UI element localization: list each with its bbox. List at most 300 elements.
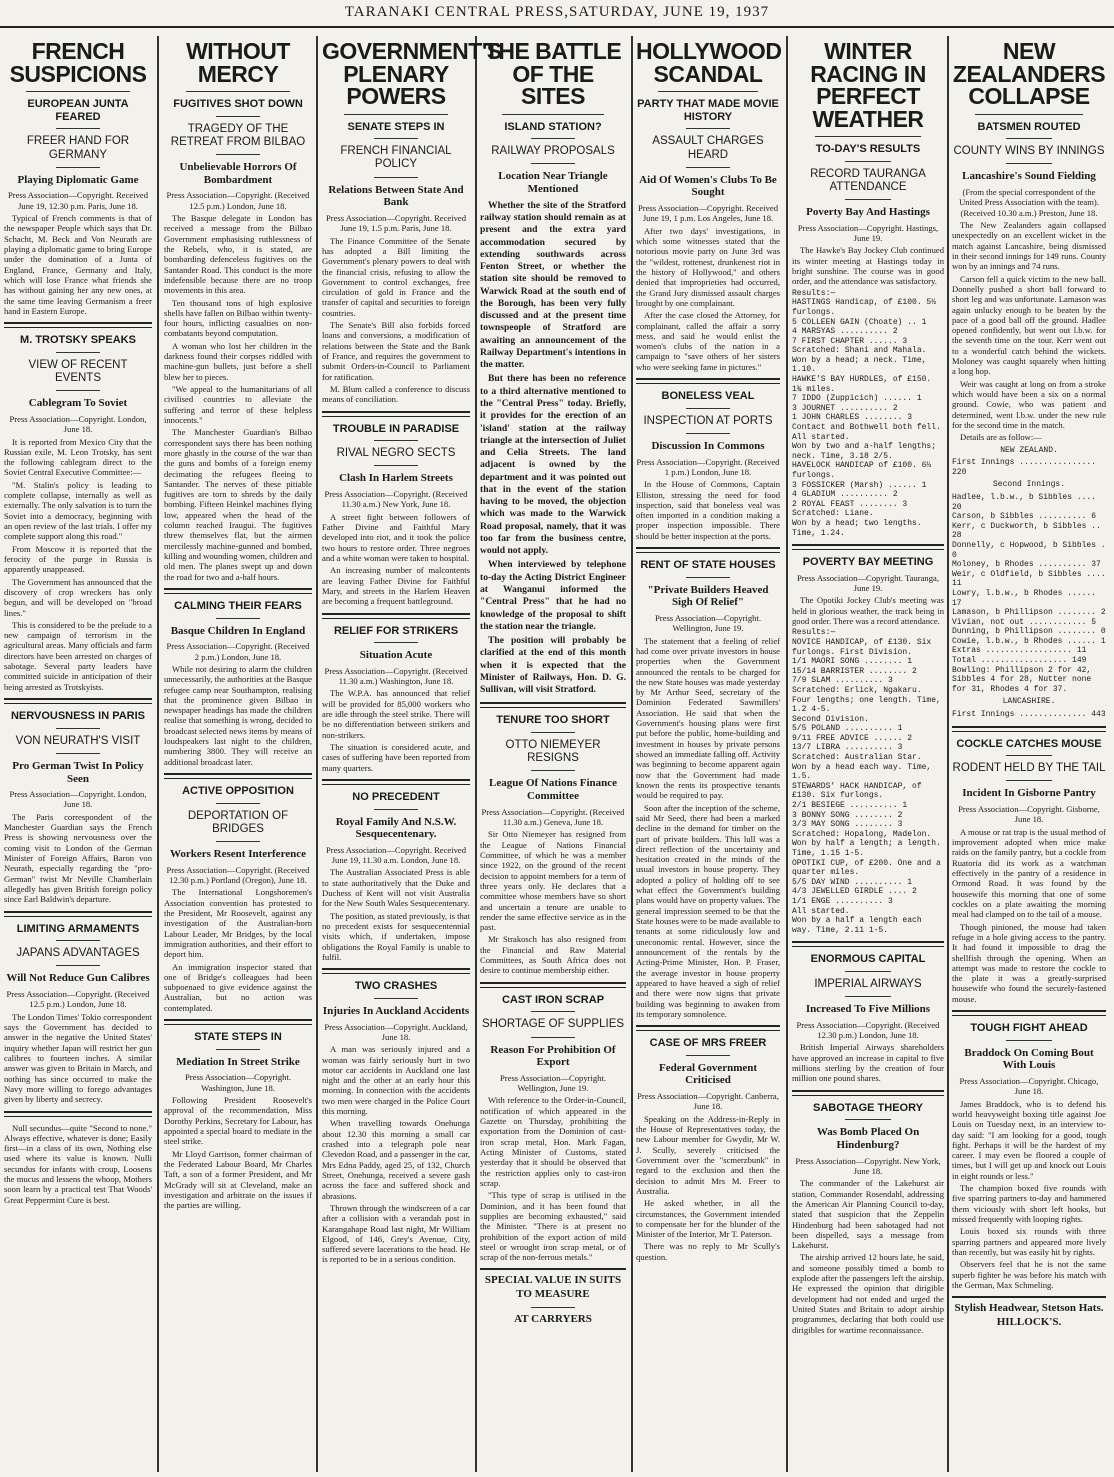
result-line: HAVELOCK HANDICAP of £100. 6½ furlongs. (792, 461, 932, 480)
divider (56, 940, 100, 941)
subhead: Cablegram To Soviet (28, 397, 128, 410)
column-rule (947, 36, 949, 1472)
article-paragraph: This is considered to be the prelude to a new campaign of terrorism in the agricultural areas. Many officials and farm directors have been arrested on charges of sabotage. Several party leaders have committed suicide in anticipation of their being arrested as Trotskyists. (4, 619, 152, 692)
divider (374, 809, 418, 810)
credit-line: Press Association—Copyright. (Received 2 p.m.) London, June 18. (166, 641, 310, 662)
result-line: HASTINGS Handicap, of £100. 5½ furlongs. (792, 298, 937, 317)
score-line: First Innings ................ 220 (952, 458, 1097, 477)
deck: FRENCH FINANCIAL POLICY (340, 145, 452, 171)
subhead: Workers Resent Interference (169, 848, 307, 861)
article-paragraph: The Manchester Guardian's Bilbao correspondent says there has been nothing more ghastly in the course of the war than the guns and bombs of a foreign enemy decimating the refugees fleeing to Santander. The nerves of these pitiable fugitives are torn to shreds by the daily bombing. Fifteen Heinkel machines flying low, appeared when the head of the column reached Iraugui. The fugitives threw themselves flat, but the airmen mercilessly machine-gunned and bombed, killing and wounding women, children and old men. The planes swept up and down the road for two and a-half hours. (164, 427, 312, 582)
article-paragraph: The Paris correspondent of the Manchester Guardian says the French Press is showing nervousness over the coming visit to London of the German Minister of Foreign Affairs, Baron von Neurath, especially regarding the "pro-German" twist Mr Neville Chamberlain allegedly has given British foreign policy since Earl Baldwin's departure. (4, 811, 152, 905)
article-paragraph: British Imperial Airways shareholders have approved an increase in capital to five millions sterling by the creation of four million one pound shares. (792, 1042, 944, 1084)
article-paragraph: The W.P.A. has announced that relief will be provided for 85,000 workers who are idle through the steel strike. There will be no differentiation between strikers and non-strikers. (322, 688, 470, 740)
article-paragraph: In the House of Commons, Captain Elliston, stressing the need for food inspection, said that boneless veal was often imported in a condition making a proper inspection impossible. There should be better inspection at the ports. (636, 479, 780, 541)
result-line: Scratched: Shani and Mahala. (792, 346, 927, 356)
scorecard-heading: Second Innings. (992, 480, 1065, 490)
divider (531, 1011, 575, 1012)
deck: COUNTY WINS BY INNINGS (953, 145, 1105, 158)
divider (975, 114, 1083, 115)
divider (531, 1307, 575, 1308)
credit-line: Press Association—Copyright. (Received 12.30 p.m.) Portland (Oregon), June 18. (166, 864, 310, 886)
result-line: 5 COLLEEN GAIN (Choate) .. 1 (792, 317, 927, 327)
article-paragraph: A man was seriously injured and a woman was fairly seriously hurt in two motor car accidents in Auckland one last night and the other at an early hour this morning. In connection with the accidents two men were charged in the Police Court this morning. (322, 1044, 470, 1117)
score-line: Total .................. 149 (952, 656, 1087, 666)
headline: STATE STEPS IN (194, 1031, 282, 1044)
article-paragraph: Carson fell a quick victim to the new ball. Donnelly pushed a short ball forward to short leg and was unfortunate. Lamason was again unlucky enough to be beaten by the pace of a good ball off the ground. Hadlee opened confidently, but went out l.b.w. for the seventh time on the tour. Kerr went out to a wonderful catch behind the wickets. Moloney was caught squarely when hitting a long hop. (952, 273, 1106, 377)
score-line: Hadlee, l.b.w., b Sibbles .... 20 (952, 492, 1097, 512)
article-paragraph: Though pinioned, the mouse had taken refuge in a hole giving access to the pantry. It had found it impossible to drag the shellfish through the opening. When an attempt was made to restore the cockle to the plate it was a greatly-surprised housewife who found the securely-fastened mouse. (952, 921, 1106, 1004)
article-paragraph: Sir Otto Niemeyer has resigned from the League of Nations Financial Committee, of which he was a member since 1922, on the ground of the recent decision to appoint members for a term of three years only. He declares that a committee whose members have so short and uncertain a tenure are unable to render the same effective service as in the past. (480, 829, 626, 933)
headline: TENURE TOO SHORT (496, 714, 610, 727)
deck: VON NEURATH'S VISIT (15, 734, 141, 747)
divider (1006, 780, 1052, 781)
credit-line: Press Association—Copyright. Gisborne, June 18. (958, 804, 1100, 825)
article-paragraph: Typical of French comments is that of the newspaper Peuple which says that Dr. Schacht, M. Beck and Von Neurath are playing a diplomatic game to bring Europe under the domination of a Junta of England, France, Germany and Italy, which will lose France what friends she has without gaining her any new ones, at the same time leaving Germanism a freer hand in Eastern Europe. (4, 213, 152, 316)
divider (686, 433, 729, 434)
divider (26, 91, 130, 92)
divider (531, 138, 575, 139)
masthead-text: TARANAKI CENTRAL PRESS,SATURDAY, JUNE 19, 1937 (344, 4, 770, 20)
divider (480, 982, 626, 988)
divider (792, 544, 944, 550)
credit-line: Press Association—Copyright. Chicago, June 18. (959, 1075, 1099, 1097)
result-line: Scratched: Australian Star. (792, 753, 922, 763)
headline: CASE OF MRS FREER (649, 1037, 767, 1050)
divider (322, 968, 470, 974)
headline: NERVOUSNESS IN PARIS (10, 710, 146, 723)
result-line: Scratched: Hopalong, Madelon. (792, 829, 932, 839)
credit-line: Press Association—Copyright. London, June 18. (9, 413, 147, 435)
score-line: Bowling: Phillipson 2 for 42, Sibbles 4 for 28, Nutter none for 31, Rhodes 4 for 37. (952, 665, 1092, 694)
credit-line: Press Association—Copyright. Received June 19, 12.30 p.m. Paris, June 18. (7, 190, 149, 211)
subhead: Royal Family And N.S.W. Sesquecentenary. (335, 815, 457, 841)
divider (636, 547, 780, 553)
divider (4, 911, 152, 917)
column-5 (636, 36, 780, 1472)
divider (531, 732, 575, 733)
divider (216, 1049, 260, 1050)
headline: GOVERNMENT'S PLENARY POWERS (322, 38, 502, 110)
article-paragraph: Weir was caught at long on from a stroke which would have been a six on a normal ground. Cowie, who was patient and determined, went l.b.w. under the new rule for the second time in the match. (952, 378, 1106, 430)
result-line: 3 BONNY SONG ........ 2 (792, 810, 903, 820)
headline: CAST IRON SCRAP (501, 993, 605, 1006)
result-line: 2/1 BESIEGE .......... 1 (792, 801, 908, 811)
subhead: Basque Children In England (170, 624, 306, 637)
advertisement-verse: Null secundus—quite "Second to none." Always effective, whatever is done; Easily first—in a class of its own, Nothing else used where its value is known. Nulli secundus for infants with croup, Loosens the mucus and lessens the whoop, Mothers soon learn by a practical test That Woods' Great Peppermint Cure is best. (4, 1122, 152, 1205)
score-line: Cowie, l.b.w., b Rhodes ...... 1 (952, 636, 1106, 646)
divider (531, 770, 575, 771)
headline: TOUGH FIGHT AHEAD (970, 1022, 1088, 1035)
credit-line: Press Association—Copyright. Received June 19, 1.5 p.m. Paris, June 18. (325, 212, 467, 234)
divider (4, 698, 152, 704)
divider (56, 965, 100, 966)
race-results (792, 289, 944, 538)
score-line: Kerr, c Duckworth, b Sibbles .. 28 (952, 521, 1101, 541)
ad-line: Stylish Headwear, Stetson Hats. (954, 1302, 1104, 1315)
divider (216, 618, 260, 619)
credit-line: Press Association—Copyright. (Received 11.30 a.m.) Washington, June 18. (324, 665, 468, 687)
article-paragraph: He asked whether, in all the circumstances, the Government intended to compensate her for the blunder of the Minister of the Interior, Mr T. Paterson. (636, 1198, 780, 1240)
headline: RELIEF FOR STRIKERS (333, 624, 459, 637)
subhead: "Private Builders Heaved Sigh Of Relief" (647, 583, 769, 609)
divider (56, 167, 100, 168)
score-line: Lowry, l.b.w., b Rhodes ...... 17 (952, 588, 1097, 608)
subhead: Incident In Gisborne Pantry (962, 787, 1096, 800)
subhead: Unbelievable Horrors Of Bombardment (179, 161, 297, 186)
subhead: Increased To Five Millions (805, 1003, 931, 1016)
article-paragraph: The situation is considered acute, and cases of suffering have been reported from many quarters. (322, 741, 470, 773)
headline: TROUBLE IN PARADISE (332, 422, 460, 435)
credit-line: Press Association—Copyright. Received June 19, 1 p.m. Los Angeles, June 18. (637, 203, 779, 224)
masthead (0, 4, 1114, 28)
divider (502, 114, 604, 115)
headline: HOLLYWOOD SCANDAL (636, 38, 782, 87)
article-paragraph: An increasing number of malcontents are leaving Father Divine for Faithful Mary, and streets in the Harlem Heaven are becoming a frequent battleground. (322, 565, 470, 607)
deck: TRAGEDY OF THE RETREAT FROM BILBAO (170, 122, 306, 148)
deck: DEPORTATION OF BRIDGES (187, 809, 289, 835)
divider (322, 779, 470, 785)
deck: FUGITIVES SHOT DOWN (173, 98, 303, 111)
article-paragraph: Following President Roosevelt's approval of the recommendation, Miss Dorothy Perkins, Secretary for Labour, has appointed a special board to mediate in the steel strike. (164, 1095, 312, 1147)
article-paragraph: The position, as stated previously, is that no precedent exists for sesquecentennial visits which, if undertaken, impose obligations the Royal Family is unable to fulfil. (322, 910, 470, 962)
column-rule (475, 36, 477, 1472)
result-line: Contact and Bothwell both fell. All started. (792, 423, 941, 442)
article-paragraph: Ten thousand tons of high explosive shells have fallen on Bilbao within twenty-four hours, inflicting casualties on non-combatants beyond computation. (164, 297, 312, 339)
article-paragraph: A mouse or rat trap is the usual method of improvement adopted when mice make raids on the family pantry, but a cockle from Ruatoria did its work as a watchman effectively in the pantry of a residence in Ormond Road. It was found by the housewife this morning that one of some cockles on a plate awaiting the morning meal had clamped on to the tail of a mouse. (952, 826, 1106, 920)
article-paragraph: Observers feel that he is not the same superb fighter he was before his match with the German, Max Schmeling. (952, 1259, 1106, 1290)
ad-line: SPECIAL VALUE IN SUITS TO MEASURE (484, 1274, 622, 1301)
subhead: Lancashire's Sound Fielding (962, 170, 1096, 183)
deck: BATSMEN ROUTED (977, 120, 1081, 133)
divider (374, 440, 418, 441)
article-paragraph: With reference to the Order-in-Council, notification of which appeared in the Gazette on Thursday, prohibiting the exportation from the Dominion of cast-iron scrap metal, Hon. Mark Fagan, Acting Minister of Customs, stated yesterday that it should be observed that the restriction applies only to cast-iron scrap. (480, 1095, 626, 1188)
article-paragraph: But there has been no reference to a third alternative mentioned to the "Central Press" today. Briefly, it provides for the erection of an 'island' station at the railway triangle at the intersection of Juliet and Celia Streets. The land adjacent is owned by the department and it was pointed out that in the event of the station having to be moved, the objection which was made to the Warwick Road proposal, namely, that it was too far from the business centre, would not apply. (480, 373, 626, 557)
subhead: Clash In Harlem Streets (339, 472, 453, 485)
subhead: Location Near Triangle Mentioned (498, 170, 608, 196)
divider (216, 154, 260, 155)
headline: BONELESS VEAL (661, 390, 755, 403)
article-paragraph: There was no reply to Mr Scully's question. (636, 1241, 780, 1262)
article-paragraph: Soon after the inception of the scheme, said Mr Seed, there had been a marked decline in the demand for timber on the part of private builders. This lull was a direct reflection of the uncertainty and hesitation created in the minds of the usual investors in house property. They adopted a policy of holding off to see what effect the Government's building plans would have on property values. The general impression seemed to be that the State houses were to be made available to tenants at some ridiculously low and uneconomic rental. However, since the announcement of the rentals by the Acting-Prime Minister, Hon. P. Fraser, the average investor in house property appeared to have heaved a sigh of relief and there were now signs that private building was beginning to awaken from its temporary somnolence. (636, 802, 780, 1019)
headline: WINTER RACING IN PERFECT WEATHER (810, 38, 926, 132)
column-6 (792, 36, 944, 1472)
article-paragraph: "We appeal to the humanitarians of all civilised countries to alleviate the suffering and terror of these helpless innocents." (164, 384, 312, 425)
deck: ASSAULT CHARGES HEARD (652, 135, 764, 161)
headline: M. TROTSKY SPEAKS (20, 334, 136, 347)
article-paragraph: M. Blum called a conference to discuss means of conciliation. (322, 383, 470, 405)
article-paragraph: After two days' investigations, in which some witnesses stated that the notorious movie party on June 3rd was the "wildest, rottenest, drunkenest riot in the history of Hollywood," and others denied that improprieties had occurred, the Grand Jury dismissed assault charges brought by one complainant. (636, 225, 780, 308)
subhead: Playing Diplomatic Game (17, 173, 139, 186)
divider (845, 971, 891, 972)
headline: ACTIVE OPPOSITION (182, 785, 294, 798)
credit-line: Press Association—Copyright. Wellington, June 19. (500, 1072, 606, 1094)
result-line: Four lengths; one length. Time, 1.2 4-5. (792, 695, 941, 715)
article-paragraph: Details are as follow:— (960, 432, 1042, 443)
credit-line: Press Association—Copyright. (Received 12.5 p.m.) London, June 18. (6, 989, 150, 1010)
divider (686, 128, 729, 129)
article-paragraph: The Basque delegate in London has received a message from the Bilbao Government emphasising ruthlessness of the Rebels, who, it is stated, are bombarding defenceless fugitives on the Santander Road. This conduct is the more indefensible because there are no troop movements in this area. (164, 213, 312, 296)
divider (164, 588, 312, 594)
deck: EUROPEAN JUNTA FEARED (27, 98, 129, 123)
article-paragraph: Louis boxed six rounds with three sparring partners and appeared more lively than recently, but was easily hit by rights. (952, 1226, 1106, 1257)
divider (56, 753, 100, 754)
divider (792, 1090, 944, 1096)
divider (845, 996, 891, 997)
result-line: 3 FOSSICKER (Marsh) ...... 1 (792, 480, 927, 490)
column-7 (952, 36, 1106, 1472)
divider (1006, 1040, 1052, 1041)
race-results (792, 628, 944, 935)
credit-line: Press Association—Copyright. Hastings, June 19. (797, 222, 939, 244)
article-paragraph: The statement that a feeling of relief had come over private investors in house properties when the Government announced the rentals to be charged for the new State houses was made yesterday by Mr Arthur Seed, secretary of the Dominion Federated Sawmillers' Association. He said that when the Government's housing plans were first put before the public, home-building and investment in houses by private persons showed an immediate falling off. Activity was beginning to become apparent again now that the Government had made known the rents its prospective tenants would be required to pay. (636, 635, 780, 801)
divider (216, 841, 260, 842)
divider (815, 136, 921, 137)
credit-line: (From the special correspondent of the United Press Association with the team). (Received 10.30 a.m.) Preston, June 18. (959, 187, 1099, 218)
result-line: Won by a half a length each way. Time, 2.11 1-5. (792, 916, 922, 935)
result-line: 7 IDDO (Zuppicich) ...... 1 (792, 394, 922, 404)
headline: RENT OF STATE HOUSES (640, 559, 776, 572)
article-paragraph: When interviewed by telephone to-day the Acting District Engineer at Wanganui informed the "Central Press" that he had no knowledge of the proposal to shift the station near the triangle. (480, 559, 626, 632)
column-rule (786, 36, 788, 1472)
article-paragraph: From Moscow it is reported that the ferocity of the purge in Russia is apparently unappeased. (4, 543, 152, 575)
headline: COCKLE CATCHES MOUSE (956, 737, 1102, 750)
credit-line: Press Association—Copyright. Canberra, June 18. (637, 1091, 779, 1112)
subhead: Injuries In Auckland Accidents (322, 1004, 470, 1017)
deck: RIVAL NEGRO SECTS (336, 447, 456, 460)
subhead: Federal Government Criticised (658, 1061, 758, 1087)
divider (686, 577, 729, 578)
divider (686, 408, 729, 409)
divider (952, 1010, 1106, 1016)
subhead: Mediation In Street Strike (176, 1055, 300, 1068)
article-paragraph: The airship arrived 12 hours late, he said, and someone possibly timed a bomb to explode after the passengers left the airship. He expressed the opinion that dirigible development had not ended and urged the United States and Britain to adopt airship programmes, declaring that both could use dirigibles for wartime reconnaissance. (792, 1252, 944, 1335)
result-line: 5/5 POLAND .......... 1 (792, 724, 903, 734)
column-2 (164, 36, 312, 1472)
score-line: Extras .................. 11 (952, 646, 1087, 656)
column-1 (4, 36, 152, 1472)
article-paragraph: Thrown through the windscreen of a car after a collision with a verandah post in Karangahape Road last night, Mr William Elgood, of 146, Grey's Avenue, City, suffered severe lacerations to the head. He is reported to be in a serious condition. (322, 1202, 470, 1265)
result-line: Scratched: Liane. (792, 509, 874, 519)
ad-line: HILLOCK'S. (996, 1315, 1062, 1328)
headline: WITHOUT MERCY (186, 38, 290, 87)
subhead: Relations Between State And Bank (328, 183, 464, 209)
divider (216, 116, 260, 117)
result-line: 13/7 LIBRA .......... 3 (792, 743, 903, 753)
divider (374, 177, 418, 178)
divider (4, 322, 152, 328)
credit-line: Press Association—Copyright. Auckland, June 18. (324, 1021, 468, 1042)
article-paragraph: It is reported from Mexico City that the Russian exile, M. Leon Trotsky, has sent the following cablegram direct to the Soviet Central Executive Committee:— (4, 436, 152, 478)
result-line: 7/9 SLAM .......... 3 (792, 676, 893, 686)
article-paragraph: An immigration inspector stated that one of Bridge's colleagues had been subpoenaed to give evidence against the Australian, but no action was contemplated. (164, 961, 312, 1013)
divider (56, 390, 100, 391)
divider (4, 1111, 152, 1117)
result-line: 5/5 DAY WIND .......... 1 (792, 877, 913, 887)
deck: RODENT HELD BY THE TAIL (952, 762, 1106, 775)
divider (164, 1019, 312, 1025)
result-line: NOVICE HANDICAP, of £130. Six furlongs. First Division. (792, 637, 932, 657)
column-rule (316, 36, 318, 1472)
divider (56, 728, 100, 729)
result-line: Won by half a length; a length. Time, 1.15 1-5. (792, 839, 941, 859)
divider (952, 726, 1106, 732)
divider (216, 803, 260, 804)
result-line: OPOTIKI CUP, of £200. One and a quarter miles. (792, 858, 941, 878)
divider (56, 352, 100, 353)
column-4 (480, 36, 626, 1472)
score-line: Vivian, not out ............ 5 (952, 617, 1097, 627)
divider (186, 91, 290, 92)
subhead: Reason For Prohibition Of Export (490, 1043, 616, 1069)
subhead: Situation Acute (359, 649, 433, 662)
score-line: Lamason, b Phillipson ........ 2 (952, 608, 1106, 618)
divider (531, 1037, 575, 1038)
result-line: Won by a head each way. Time, 1.5. (792, 762, 932, 782)
article-paragraph: Mr Lloyd Garrison, former chairman of the Federated Labour Board, Mr Charles Taft, a son of a former President, and Mr McGrady will sit at Cleveland, make an investigation and arbitrate on the issues if the parties are willing. (164, 1148, 312, 1211)
advertisement (480, 1268, 626, 1326)
deck: INSPECTION AT PORTS (643, 414, 773, 427)
headline: POVERTY BAY MEETING (802, 556, 934, 569)
headline: ENORMOUS CAPITAL (810, 953, 926, 966)
deck: IMPERIAL AIRWAYS (814, 978, 922, 990)
credit-line: Press Association—Copyright. Wellington, June 19. (655, 612, 761, 634)
score-line: Carson, b Sibbles .......... 6 (952, 512, 1097, 522)
headline: FRENCH SUSPICIONS (9, 38, 147, 87)
article-paragraph: The London Times' Tokio correspondent says the Government has decided to answer in the negative the United States' inquiry whether Japan will restrict her gun calibres to fourteen inches. A similar answer was given to Britain in March, and nothing has since occurred to make the Navy more willing to forego advantages given by liberty and secrecy. (4, 1011, 152, 1105)
article-paragraph: The Hawke's Bay Jockey Club continued its winter meeting at Hastings today in bright sunshine. The course was in good order, and the attendance was satisfactory. (792, 245, 944, 287)
divider (636, 378, 780, 384)
subhead: Aid Of Women's Clubs To Be Sought (639, 173, 777, 199)
headline: CALMING THEIR FEARS (174, 599, 302, 612)
score-line: Dunning, b Phillipson ........ 0 (952, 627, 1106, 637)
subhead: Discussion In Commons (651, 439, 765, 452)
deck: VIEW OF RECENT EVENTS (28, 358, 128, 385)
divider (792, 941, 944, 947)
credit-line: Press Association—Copyright. London, June 18. (9, 789, 147, 810)
divider (1006, 163, 1052, 164)
result-line: 3/3 MAY SONG ........ 3 (792, 820, 903, 830)
divider (374, 138, 418, 139)
article-paragraph: Speaking on the Address-in-Reply in the House of Representatives today, the new Labour member for Gwydir, Mr W. J. Scully, severely criticised the Government over the "scmerzbunk" in regard to the exclusion and then the decision to admit Mrs M. Freer to Australia. (636, 1113, 780, 1196)
divider (164, 773, 312, 779)
score-line: Weir, c Oldfield, b Sibbles .... 11 (952, 569, 1106, 589)
subhead: Was Bomb Placed On Hindenburg? (816, 1126, 920, 1152)
divider (344, 114, 448, 115)
article-paragraph: "This type of scrap is utilised in the Dominion, and it has been found that supplies are becoming exhausted," said the Minister. "There is at present no prohibition of the export action of mild steel or wrought iron scrap metal, or of scrap of the non-ferrous metals." (480, 1190, 626, 1263)
credit-line: Press Association—Copyright. (Received 12.30 p.m.) London, June 18. (796, 1019, 940, 1041)
article-paragraph: After the case closed the Attorney, for complainant, called the affair a sorry mess, and said he would enlist the women's clubs of the nation in a campaign to "save others of her sisters who were seeking fame in pictures." (636, 310, 780, 372)
result-line: Second Division. (792, 714, 869, 724)
divider (374, 465, 418, 466)
result-line: 4/3 JEWELLED GIRDLE .... 2 (792, 887, 917, 897)
deck: TO-DAY'S RESULTS (815, 143, 921, 156)
article-paragraph: The Senate's Bill also forbids forced loans and conversions, a modification of relations between the State and the Bank of France, and requires the government to submit Orders-in-Council to Parliament for ratification. (322, 320, 470, 382)
deck: RECORD TAURANGA ATTENDANCE (810, 167, 926, 193)
deck: SENATE STEPS IN (347, 120, 445, 133)
subhead: Will Not Reduce Gun Calibres (6, 972, 150, 985)
result-line: 1/1 MAORI SONG ........ 1 (792, 657, 913, 667)
result-line: 1/1 ENGE .......... 3 (792, 896, 893, 906)
result-line: Results:— (792, 288, 836, 298)
credit-line: Press Association—Copyright. (Received 11.30 a.m.) New York, June 18. (324, 489, 468, 510)
credit-line: Press Association—Copyright. Tauranga, June 19. (797, 572, 939, 594)
divider (531, 163, 575, 164)
credit-line: Press Association—Copyright. New York, June 18. (795, 1155, 941, 1176)
divider (658, 91, 759, 92)
article-paragraph: "M. Stalin's policy is leading to complete collapse, internally as well as externally. The only salvation is to turn the Soviet into a democracy, beginning with an open review of the last trials. I offer my complete support along this road." (4, 479, 152, 542)
result-line: Won by two and a-half lengths; neck. Time, 3.18 2/5. (792, 442, 937, 461)
article-paragraph: The Opotiki Jockey Club's meeting was held in glorious weather, the track being in good order. There was a record attendance. (792, 595, 944, 627)
article-paragraph: The International Longshoremen's Association convention has protested to the President, Mr Roosevelt, against any investigation of the Australian-born Labour Leader, Mr Bridges, by the local immigration authorities, and their effort to deport him. (164, 887, 312, 960)
divider (322, 411, 470, 417)
result-line: HAWKE'S BAY HURDLES, of £150. 1¾ miles. (792, 375, 932, 394)
headline: NEW ZEALANDERS COLLAPSE (952, 38, 1106, 110)
deck: OTTO NIEMEYER RESIGNS (505, 739, 601, 765)
deck: FREER HAND FOR GERMANY (26, 135, 130, 161)
deck: ISLAND STATION? (504, 120, 602, 133)
divider (845, 199, 891, 200)
score-line: Moloney, b Rhodes .......... 37 (952, 560, 1101, 570)
result-line: 4 MARSYAS .......... 2 (792, 327, 898, 337)
article-paragraph: A street fight between followers of Father Divine and Faithful Mary developed into riot, and it took the police two hours to restore order. Three negroes and a white woman were taken to hospital. (322, 511, 470, 563)
subhead: Pro German Twist In Policy Seen (12, 759, 144, 785)
column-rule (157, 36, 159, 1472)
divider (1006, 138, 1052, 139)
article-paragraph: When travelling towards Onehunga about 12.30 this morning a small car crashed into a telegraph pole near Clevedon Road, and a passenger in the car, Mrs Edna Paddy, aged 25, of 132, Church Street, Onehunga, received a severe gash across the face and suffered shock and abrasions. (322, 1118, 470, 1201)
credit-line: Press Association—Copyright. (Received 1 p.m.) London, June 18. (636, 456, 780, 477)
headline: LIMITING ARMAMENTS (16, 922, 140, 935)
divider (1006, 755, 1052, 756)
column-rule (631, 36, 633, 1472)
article-paragraph: The Finance Committee of the Senate has adopted a Bill limiting the Government's plenary powers to deal with the financial crisis, refusing to allow the Government to control exchanges, free circulation of gold in France and the transfer of capital and securities to foreign countries. (322, 235, 470, 318)
divider (845, 161, 891, 162)
article-paragraph: The New Zealanders again collapsed unexpectedly on an excellent wicket in the match against Lancashire, being dismissed in their second innings for 149 runs. County won by an innings and 74 runs. (952, 220, 1106, 272)
headline: THE BATTLE OF THE SITES (484, 38, 622, 110)
article-paragraph: The Australian Associated Press is able to state authoritatively that the Duke and Duchess of Kent will not visit Australia for the New South Wales Sesquecentenary. (322, 867, 470, 909)
result-line: 2 ROYAL FEAST ........ 3 (792, 499, 908, 509)
divider (686, 1055, 729, 1056)
scorecard-heading: LANCASHIRE. (1002, 697, 1056, 707)
credit-line: Press Association—Copyright. (Received 11.30 a.m.) Geneva, June 18. (481, 806, 625, 828)
scorecard-heading: NEW ZEALAND. (1000, 445, 1058, 455)
divider (56, 128, 100, 129)
subhead: Poverty Bay And Hastings (806, 206, 930, 219)
result-line: Scratched: Erlick, Ngakaru. (792, 685, 922, 695)
deck: RAILWAY PROPOSALS (491, 145, 615, 158)
result-line: 1 JOHN CHARLES ........ 3 (792, 413, 913, 423)
divider (845, 1119, 891, 1120)
article-paragraph: The commander of the Lakehurst air station, Commander Rosendahl, addressing the American Air Planning Council to-day, stated that suspicion that the Zeppelin Hindenburg had been sabotaged had not been dispelled, says a message from Lakehurst. (792, 1178, 944, 1251)
result-line: 7 FIRST CHAPTER ...... 3 (792, 336, 908, 346)
article-paragraph: The Government has announced that the discovery of crop wreckers has only begun, and will be developed on "broad lines." (4, 576, 152, 618)
article-paragraph: A woman who lost her children in the darkness found their corpses riddled with machine-gun bullets, just before a shell blew her to pieces. (164, 340, 312, 382)
result-line: 4 GLADIUM .......... 2 (792, 490, 898, 500)
result-line: STEWARDS' HACK HANDICAP, of £130. Six furlongs. (792, 781, 922, 801)
divider (686, 167, 729, 168)
headline: NO PRECEDENT (352, 790, 440, 803)
result-line: All started. (792, 906, 850, 916)
deck: JAPANS ADVANTAGES (16, 947, 140, 960)
headline: SABOTAGE THEORY (812, 1101, 923, 1114)
result-line: 3 JOURNET .......... 2 (792, 403, 898, 413)
divider (636, 1025, 780, 1031)
scorecard (952, 446, 1106, 720)
credit-line: Press Association—Copyright. Washington, June 18. (185, 1072, 291, 1093)
deck: PARTY THAT MADE MOVIE HISTORY (637, 98, 779, 123)
result-line: Won by a head; a neck. Time, 1.10. (792, 355, 927, 375)
score-line: Donnelly, c Hopwood, b Sibbles . 0 (952, 540, 1106, 560)
